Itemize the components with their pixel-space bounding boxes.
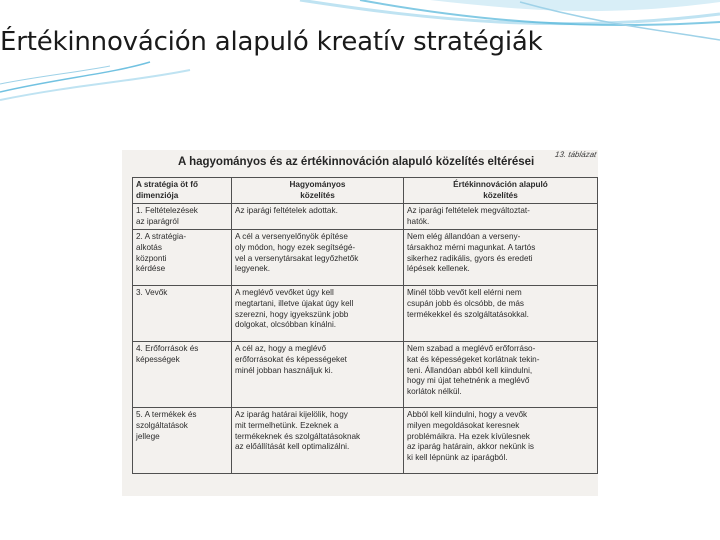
table-row xyxy=(133,286,598,342)
table-header-row xyxy=(133,178,598,204)
cell-dimension: 4. Erőforrások és képességek xyxy=(133,342,232,408)
cell-value-innovation: Nem elég állandóan a verseny- társakhoz mérni magunkat. A tartós sikerhez radikális, gyors és eredeti lépések kellenek. xyxy=(404,230,598,286)
table-number: 13. táblázat xyxy=(553,150,597,159)
comparison-table xyxy=(132,177,598,474)
cell-value-innovation: Nem szabad a meglévő erőforráso- kat és képességeket korlátnak tekin- teni. Állandóan abból kell kiindulni, hogy mi újat tehetnénk a meglévő korlátok nélkül. xyxy=(404,342,598,408)
table-row xyxy=(133,408,598,474)
cell-value-innovation: Abból kell kiindulni, hogy a vevők milyen megoldásokat keresnek problémáikra. Ha ezek kívülesnek az iparág határain, akkor nekünk is ki kell lépnünk az iparágból. xyxy=(404,408,598,474)
cell-traditional: A meglévő vevőket úgy kell megtartani, illetve újakat úgy kell szerezni, hogy igyekszünk jobb dolgokat, olcsóbban kínálni. xyxy=(232,286,404,342)
cell-traditional: Az iparági feltételek adottak. xyxy=(232,204,404,230)
scanned-table-image xyxy=(122,150,598,496)
cell-value-innovation: Az iparági feltételek megváltoztat- hatók. xyxy=(404,204,598,230)
table-caption: A hagyományos és az értékinnováción alapuló közelítés eltérései xyxy=(178,156,535,168)
header-value-innovation: Értékinnováción alapuló közelítés xyxy=(404,178,598,204)
slide-title: Értékinnováción alapuló kreatív stratégiák xyxy=(0,27,543,57)
cell-traditional: Az iparág határai kijelölik, hogy mit termelhetünk. Ezeknek a termékeknek és szolgáltatásoknak az előállítását kell optimalizálni. xyxy=(232,408,404,474)
table-row xyxy=(133,342,598,408)
cell-value-innovation: Minél több vevőt kell elérni nem csupán jobb és olcsóbb, de más termékekkel és szolgáltatásokkal. xyxy=(404,286,598,342)
cell-dimension: 2. A stratégia- alkotás központi kérdése xyxy=(133,230,232,286)
table-row xyxy=(133,204,598,230)
cell-traditional: A cél a versenyelőnyök építése oly módon, hogy ezek segítségé- vel a versenytársakat legyőzhetők legyenek. xyxy=(232,230,404,286)
header-traditional: Hagyományos közelítés xyxy=(232,178,404,204)
cell-traditional: A cél az, hogy a meglévő erőforrásokat és képességeket minél jobban használjuk ki. xyxy=(232,342,404,408)
cell-dimension: 3. Vevők xyxy=(133,286,232,342)
table-row xyxy=(133,230,598,286)
header-dimension: A stratégia öt fő dimenziója xyxy=(133,178,232,204)
cell-dimension: 5. A termékek és szolgáltatások jellege xyxy=(133,408,232,474)
cell-dimension: 1. Feltételezések az iparágról xyxy=(133,204,232,230)
